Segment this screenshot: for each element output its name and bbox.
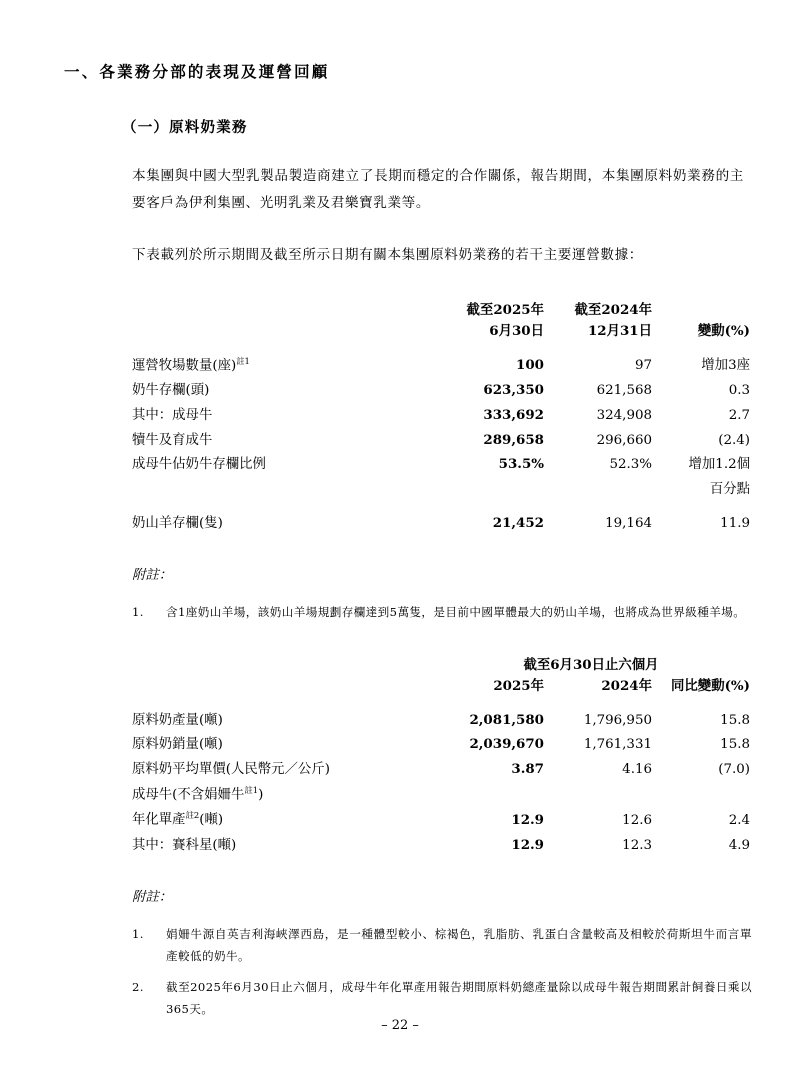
row-value-2024: 97 — [634, 357, 652, 373]
row-label: 年化單產$^{註2}$(噸) — [132, 810, 224, 828]
row-value-2025: 3.87 — [511, 761, 544, 778]
row-value-2024: 19,164 — [605, 516, 652, 532]
row-label — [132, 477, 432, 502]
row-value-2025: 289,658 — [483, 431, 544, 448]
table-row — [132, 428, 750, 453]
row-value-change: 2.7 — [728, 407, 750, 423]
table-row — [132, 732, 750, 757]
table2-header-row-1 — [132, 654, 750, 675]
note-number: 1. — [132, 604, 144, 619]
row-label: 原料奶產量(噸) — [132, 712, 223, 728]
note-text: 娟姍牛源自英吉利海峽澤西島，是一種體型較小、棕褐色，乳脂肪、乳蛋白含量較高及相較於荷斯坦牛而言單產較低的奶牛。 — [166, 926, 752, 964]
page-number: – 22 – — [381, 1018, 419, 1033]
header-blank-2 — [132, 675, 432, 708]
note-number: 2. — [132, 979, 144, 994]
table-row — [132, 708, 750, 733]
row-value-change: 百分點 — [709, 482, 750, 498]
page-footer — [0, 1018, 800, 1033]
row-value-2024: 324,908 — [596, 407, 652, 423]
table2-header-row-2 — [132, 675, 750, 708]
note-text: 含1座奶山羊場，該奶山羊場規劃存欄達到5萬隻，是目前中國單體最大的奶山羊場，也將成為世界級種羊場。 — [166, 604, 746, 619]
row-value-2025: 12.9 — [511, 836, 544, 853]
header-blank — [132, 654, 432, 675]
table-row — [132, 807, 750, 832]
row-value-change: 15.8 — [720, 712, 750, 728]
header-col1-line1: 截至2025年 — [466, 301, 544, 318]
row-label: 奶山羊存欄(隻) — [132, 516, 223, 532]
table-row — [132, 378, 750, 403]
row-value-2025: 21,452 — [492, 515, 544, 532]
table-row — [132, 833, 750, 858]
row-value-change: 0.3 — [728, 382, 750, 398]
table-row — [132, 403, 750, 428]
row-value-2025: 100 — [516, 356, 544, 373]
row-value-change: 2.4 — [728, 812, 750, 828]
table-row — [132, 353, 750, 378]
header-span-period: 截至6月30日止六個月 — [523, 656, 659, 673]
row-value-change: 11.9 — [720, 516, 750, 532]
row-value-2025 — [432, 477, 544, 502]
note-item — [132, 976, 752, 1021]
row-value-change: 4.9 — [728, 837, 750, 853]
notes-label-1: 附註： — [132, 567, 173, 583]
table-row — [132, 782, 750, 807]
row-value-2025: 12.9 — [511, 811, 544, 828]
header-col1-line2: 6月30日 — [489, 322, 544, 339]
table-row — [132, 502, 750, 536]
section-heading: 一、各業務分部的表現及運營回顧 — [64, 62, 330, 81]
row-value-change: 15.8 — [720, 737, 750, 753]
row-value-change: 增加1.2個 — [688, 457, 750, 473]
row-label: 犢牛及育成牛 — [132, 432, 213, 448]
header-col3-line1 — [652, 299, 750, 320]
row-value-2024: 1,761,331 — [583, 737, 652, 753]
notes-list-2 — [132, 923, 752, 1021]
row-value-2025 — [432, 782, 544, 807]
row-value-2025: 2,081,580 — [469, 711, 544, 728]
row-value-2024: 296,660 — [596, 432, 652, 448]
footnote-marker: 註1 — [244, 785, 259, 796]
header-col-2025: 2025年 — [493, 677, 544, 694]
table-header-row-1 — [132, 299, 750, 320]
row-value-2024: 4.16 — [622, 762, 652, 778]
note-item — [132, 923, 752, 968]
paragraph-2: 下表載列於所示期間及截至所示日期有關本集團原料奶業務的若干主要運營數據： — [132, 247, 643, 263]
table-row — [132, 757, 750, 782]
row-label: 原料奶平均單價(人民幣元／公斤) — [132, 762, 330, 778]
row-value-2025: 333,692 — [483, 406, 544, 423]
row-value-change: (7.0) — [718, 762, 750, 778]
row-value-2024: 1,796,950 — [583, 712, 652, 728]
row-value-2024: 12.6 — [622, 812, 652, 828]
paragraph-1: 本集團與中國大型乳製品製造商建立了長期而穩定的合作關係，報告期間，本集團原料奶業務的主要客戶為伊利集團、光明乳業及君樂寶乳業等。 — [132, 168, 744, 211]
table-row — [132, 452, 750, 477]
row-value-2025: 2,039,670 — [469, 736, 544, 753]
row-label: 成母牛佔奶牛存欄比例 — [132, 457, 266, 473]
notes-label-2: 附註： — [132, 889, 173, 905]
header-col-yoy: 同比變動(%) — [671, 677, 750, 694]
footnote-marker: 註2 — [185, 810, 200, 821]
subsection-heading: （一）原料奶業務 — [122, 119, 248, 136]
row-value-2024: 52.3% — [609, 457, 652, 473]
footnote-marker: 註1 — [236, 355, 250, 366]
header-col2-line1: 截至2024年 — [574, 301, 652, 318]
note-text: 截至2025年6月30日止六個月，成母牛年化單產用報告期間原料奶總產量除以成母牛報告期間累計飼養日乘以365天。 — [166, 979, 752, 1017]
row-value-2025: 623,350 — [483, 381, 544, 398]
header-col3-line2: 變動(%) — [697, 322, 750, 339]
header-col-2024: 2024年 — [601, 677, 652, 694]
header-blank — [132, 299, 432, 320]
row-value-2025: 53.5% — [498, 456, 544, 473]
raw-milk-production-table — [132, 654, 750, 858]
row-value-change: 增加3座 — [701, 357, 750, 373]
row-value-2024 — [544, 782, 652, 807]
row-label: 其中：成母牛 — [132, 407, 213, 423]
table-header-row-2 — [132, 320, 750, 353]
row-value-2024 — [544, 477, 652, 502]
row-label: 運營牧場數量(座)$^{註1}$ — [132, 355, 250, 373]
header-col2-line2: 12月31日 — [587, 322, 652, 339]
header-blank-2 — [132, 320, 432, 353]
raw-milk-operating-data-table — [132, 299, 750, 536]
note-item — [132, 601, 752, 624]
row-label: 原料奶銷量(噸) — [132, 737, 223, 753]
row-value-2024: 621,568 — [596, 382, 652, 398]
note-number: 1. — [132, 926, 144, 941]
row-label: 成母牛(不含娟姍牛$^{註1}$) — [132, 785, 264, 803]
row-value-change — [652, 782, 750, 807]
row-label: 奶牛存欄(頭) — [132, 382, 210, 398]
row-label: 其中：賽科星(噸) — [132, 837, 237, 853]
row-value-change: (2.4) — [718, 432, 750, 448]
table-row-continuation — [132, 477, 750, 502]
notes-list-1 — [132, 601, 752, 624]
row-value-2024: 12.3 — [622, 837, 652, 853]
